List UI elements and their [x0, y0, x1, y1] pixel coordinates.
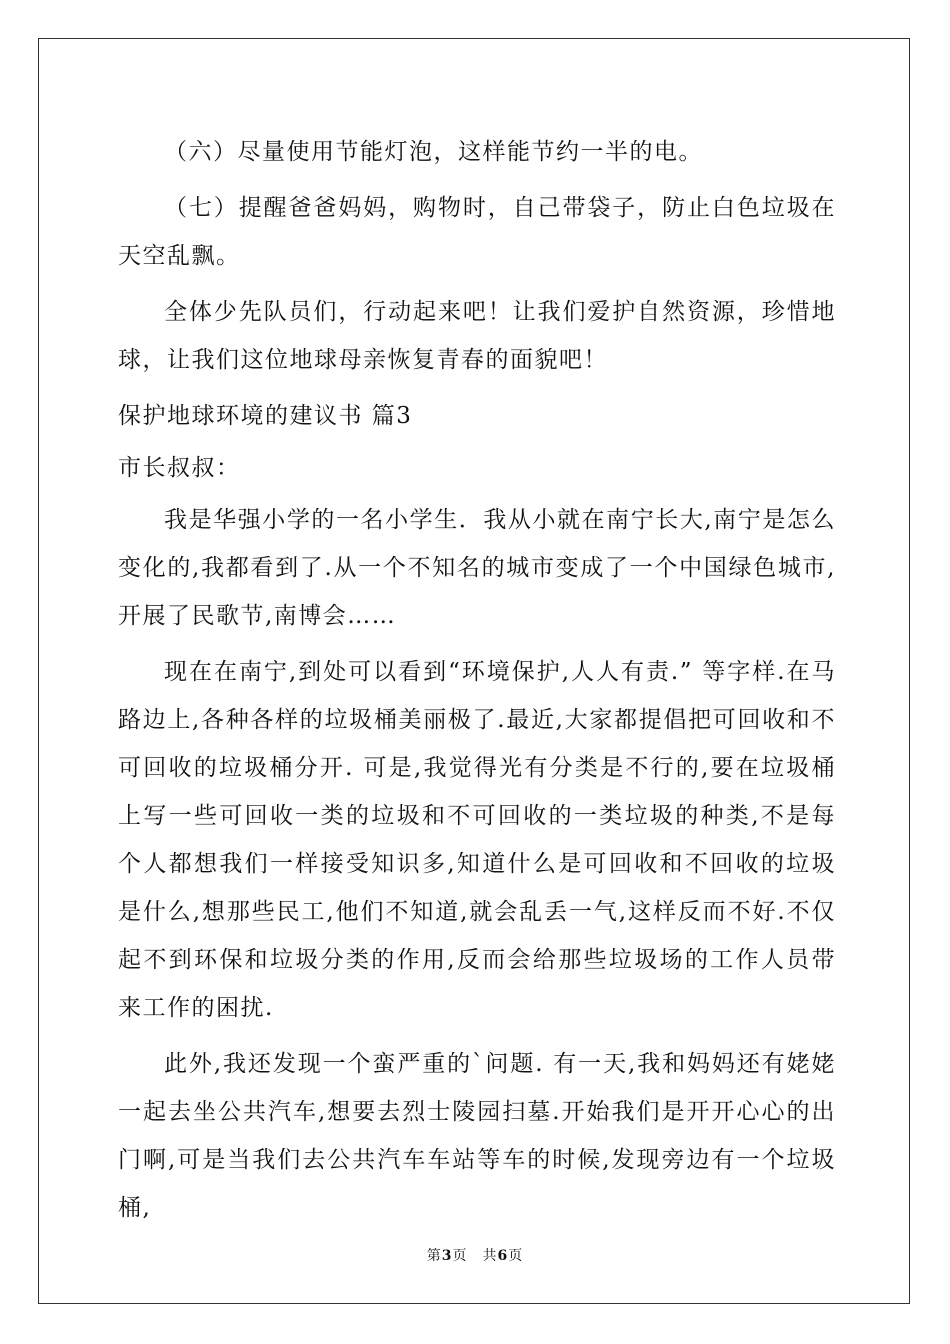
document-body	[118, 128, 836, 1240]
paragraph-item-6: （六）尽量使用节能灯泡，这样能节约一半的电。	[164, 139, 703, 165]
paragraph-bus-stop: 此外,我还发现一个蛮严重的`问题. 有一天,我和妈妈还有姥姥一起去坐公共汽车,想要去烈士陵园扫墓.开始我们是开开心心的出门啊,可是当我们去公共汽车车站等车的时候,发现旁边有一个垃圾桶,	[118, 1051, 836, 1221]
page-footer	[0, 1245, 950, 1265]
salutation: 市长叔叔：	[118, 455, 241, 481]
footer-current-page: 3	[441, 1248, 453, 1264]
footer-prefix: 第	[426, 1248, 442, 1264]
footer-total-pages: 6	[497, 1248, 509, 1264]
section-heading: 保护地球环境的建议书 篇3	[118, 403, 413, 429]
paragraph-call-to-action: 全体少先队员们，行动起来吧！让我们爱护自然资源，珍惜地球，让我们这位地球母亲恢复青春的面貌吧！	[118, 299, 836, 373]
paragraph-garbage-bins: 现在在南宁,到处可以看到“环境保护,人人有责.” 等字样.在马路边上,各种各样的垃圾桶美丽极了.最近,大家都提倡把可回收和不可回收的垃圾桶分开. 可是,我觉得光有分类是不行的,要在垃圾桶上写一些可回收一类的垃圾和不可回收的一类垃圾的种类,不是每个人都想我们一样接受知识多,知道什么是可回收和不回收的垃圾是什么,想那些民工,他们不知道,就会乱丢一气,这样反而不好.不仅起不到环保和垃圾分类的作用,反而会给那些垃圾场的工作人员带来工作的困扰.	[118, 659, 836, 1021]
footer-mid: 页 共	[452, 1248, 498, 1264]
paragraph-item-7: （七）提醒爸爸妈妈，购物时，自己带袋子，防止白色垃圾在天空乱飘。	[118, 195, 836, 269]
paragraph-intro: 我是华强小学的一名小学生．我从小就在南宁长大,南宁是怎么变化的,我都看到了.从一个不知名的城市变成了一个中国绿色城市,开展了民歌节,南博会……	[118, 507, 836, 629]
footer-suffix: 页	[508, 1248, 524, 1264]
